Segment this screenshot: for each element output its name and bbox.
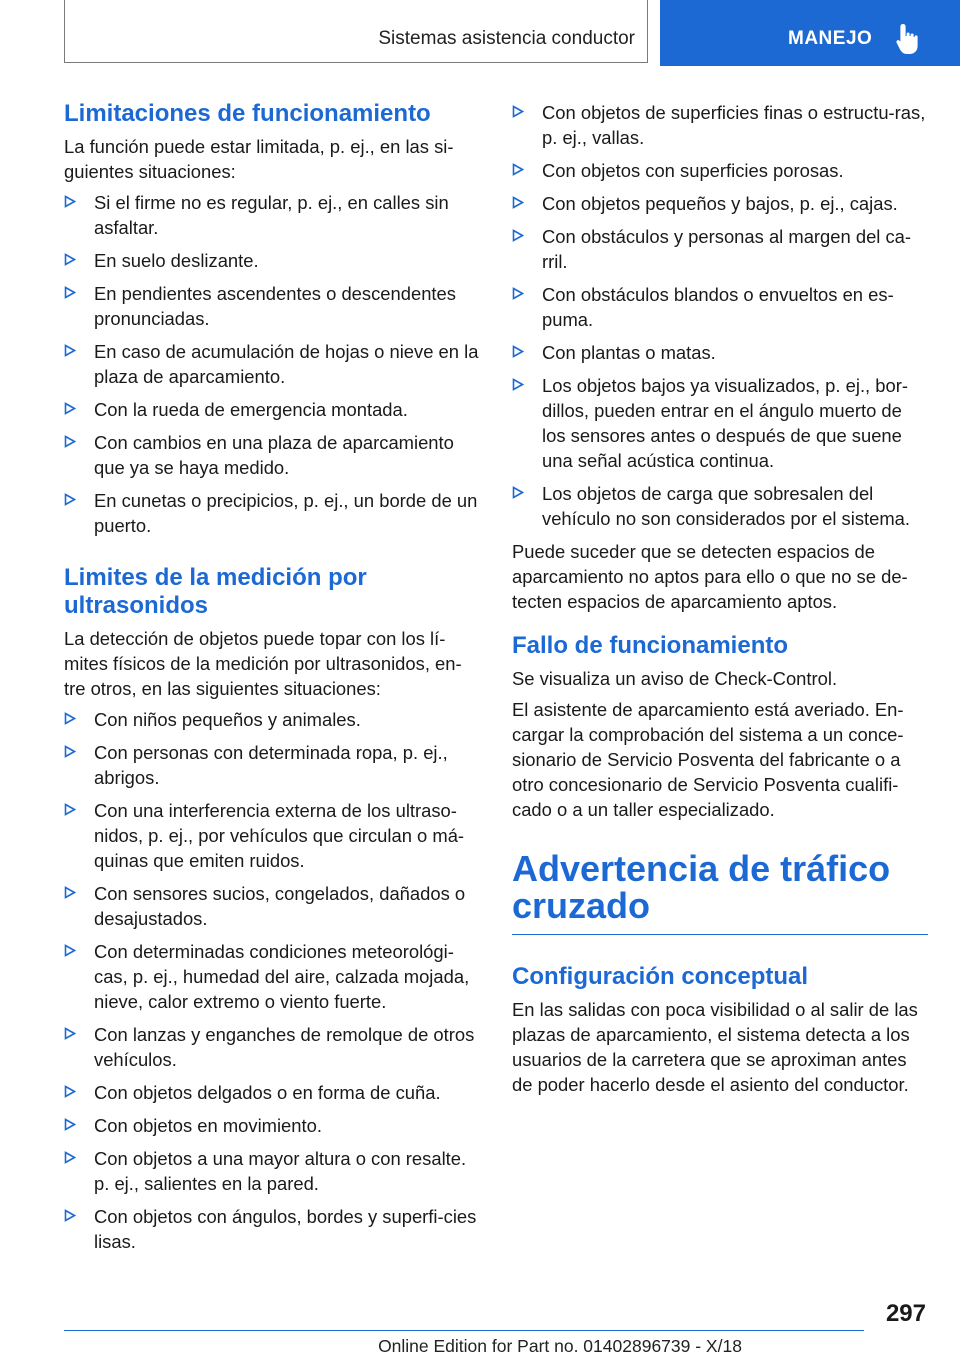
triangle-right-icon: [64, 435, 76, 448]
triangle-right-icon: [64, 712, 76, 725]
list-item: Con objetos pequeños y bajos, p. ej., cajas.: [512, 191, 928, 216]
triangle-right-icon: [64, 1209, 76, 1222]
closing-paragraph: Puede suceder que se detecten espacios de aparcamiento no aptos para ello o que no se de-tecten espacios de aparcamiento aptos.: [512, 541, 908, 612]
list-item: En cunetas o precipicios, p. ej., un borde de un puerto.: [64, 488, 480, 538]
list-item: Con una interferencia externa de los ultraso-nidos, p. ej., por vehículos que circulan o má-quinas que emiten ruidos.: [64, 798, 480, 873]
triangle-right-icon: [64, 195, 76, 208]
list-limites-ultrasonidos: [64, 707, 480, 1254]
list-item: Con objetos a una mayor altura o con resalte. p. ej., salientes en la pared.: [64, 1146, 480, 1196]
configuracion-p1: En las salidas con poca visibilidad o al salir de las plazas de aparcamiento, el sistema detecta a los usuarios de la carretera que se aproximan antes de poder hacerlo desde el asiento del conductor.: [512, 999, 918, 1095]
triangle-right-icon: [64, 1151, 76, 1164]
list-item: Con objetos delgados o en forma de cuña.: [64, 1080, 480, 1105]
triangle-right-icon: [64, 944, 76, 957]
section-title: Sistemas asistencia conductor: [378, 28, 635, 49]
triangle-right-icon: [64, 253, 76, 266]
fallo-p2: El asistente de aparcamiento está averiado. En-cargar la comprobación del sistema a un conce-sionario de Servicio Posventa del fabricante o a otro concesionario de Servicio Posventa cualifi-cado o a un taller especializado.: [512, 699, 904, 820]
triangle-right-icon: [64, 344, 76, 357]
list-item: Los objetos bajos ya visualizados, p. ej., bor-dillos, pueden entrar en el ángulo muerto de los sensores antes o después de que suene una señal acústica continua.: [512, 373, 928, 473]
heading-limites-ultrasonidos: Limites de la medición por ultrasonidos: [64, 564, 367, 619]
list-item: Con sensores sucios, congelados, dañados o desajustados.: [64, 881, 480, 931]
list-item: Con obstáculos blandos o envueltos en es-puma.: [512, 282, 928, 332]
list-item: En pendientes ascendentes o descendentes pronunciadas.: [64, 281, 480, 331]
triangle-right-icon: [64, 1085, 76, 1098]
heading-configuracion: Configuración conceptual: [512, 963, 809, 990]
list-limites-ultrasonidos-cont: [512, 100, 928, 531]
page-header: [0, 0, 960, 66]
list-item: Con niños pequeños y animales.: [64, 707, 480, 732]
triangle-right-icon: [64, 402, 76, 415]
left-column: [64, 100, 480, 1262]
list-item: Si el firme no es regular, p. ej., en calles sin asfaltar.: [64, 190, 480, 240]
triangle-right-icon: [512, 287, 524, 300]
triangle-right-icon: [512, 345, 524, 358]
triangle-right-icon: [512, 486, 524, 499]
right-column: [512, 100, 928, 1097]
list-item: Con cambios en una plaza de aparcamiento que ya se haya medido.: [64, 430, 480, 480]
list-item: En suelo deslizante.: [64, 248, 480, 273]
list-item: Los objetos de carga que sobresalen del vehículo no son considerados por el sistema.: [512, 481, 928, 531]
triangle-right-icon: [512, 105, 524, 118]
footer-rule: [64, 1330, 864, 1331]
intro-limites-ultrasonidos: La detección de objetos puede topar con los lí-mites físicos de la medición por ultrasonidos, en-tre otros, en las siguientes situaciones:: [64, 628, 462, 699]
triangle-right-icon: [64, 286, 76, 299]
hand-pointer-icon: [894, 22, 922, 56]
triangle-right-icon: [512, 378, 524, 391]
list-limitaciones: [64, 190, 480, 538]
list-item: Con obstáculos y personas al margen del ca-rril.: [512, 224, 928, 274]
list-item: Con la rueda de emergencia montada.: [64, 397, 480, 422]
list-item: Con plantas o matas.: [512, 340, 928, 365]
list-item: Con determinadas condiciones meteorológi-cas, p. ej., humedad del aire, calzada mojada, nieve, calor extremo o viento fuerte.: [64, 939, 480, 1014]
triangle-right-icon: [64, 1027, 76, 1040]
heading-fallo: Fallo de funcionamiento: [512, 632, 789, 659]
heading-limitaciones: Limitaciones de funcionamiento: [64, 100, 431, 127]
list-item: Con objetos de superficies finas o estructu-ras, p. ej., vallas.: [512, 100, 928, 150]
triangle-right-icon: [64, 886, 76, 899]
triangle-right-icon: [64, 745, 76, 758]
triangle-right-icon: [64, 803, 76, 816]
section-title-box: [64, 0, 648, 63]
list-item: En caso de acumulación de hojas o nieve en la plaza de aparcamiento.: [64, 339, 480, 389]
intro-limitaciones: La función puede estar limitada, p. ej., en las si-guientes situaciones:: [64, 136, 454, 182]
triangle-right-icon: [512, 163, 524, 176]
triangle-right-icon: [512, 196, 524, 209]
list-item: Con objetos con superficies porosas.: [512, 158, 928, 183]
triangle-right-icon: [512, 229, 524, 242]
footer-edition: Online Edition for Part no. 01402896739 - X/18: [378, 1336, 742, 1356]
list-item: Con objetos con ángulos, bordes y superfi-cies lisas.: [64, 1204, 480, 1254]
page-number: 297: [885, 1300, 926, 1327]
chapter-tab[interactable]: [660, 0, 960, 66]
main-heading-advertencia: Advertencia de tráfico cruzado: [512, 848, 891, 926]
triangle-right-icon: [64, 493, 76, 506]
chapter-tab-label: MANEJO: [788, 28, 873, 49]
triangle-right-icon: [64, 1118, 76, 1131]
list-item: Con objetos en movimiento.: [64, 1113, 480, 1138]
list-item: Con lanzas y enganches de remolque de otros vehículos.: [64, 1022, 480, 1072]
fallo-p1: Se visualiza un aviso de Check-Control.: [512, 668, 838, 689]
list-item: Con personas con determinada ropa, p. ej., abrigos.: [64, 740, 480, 790]
